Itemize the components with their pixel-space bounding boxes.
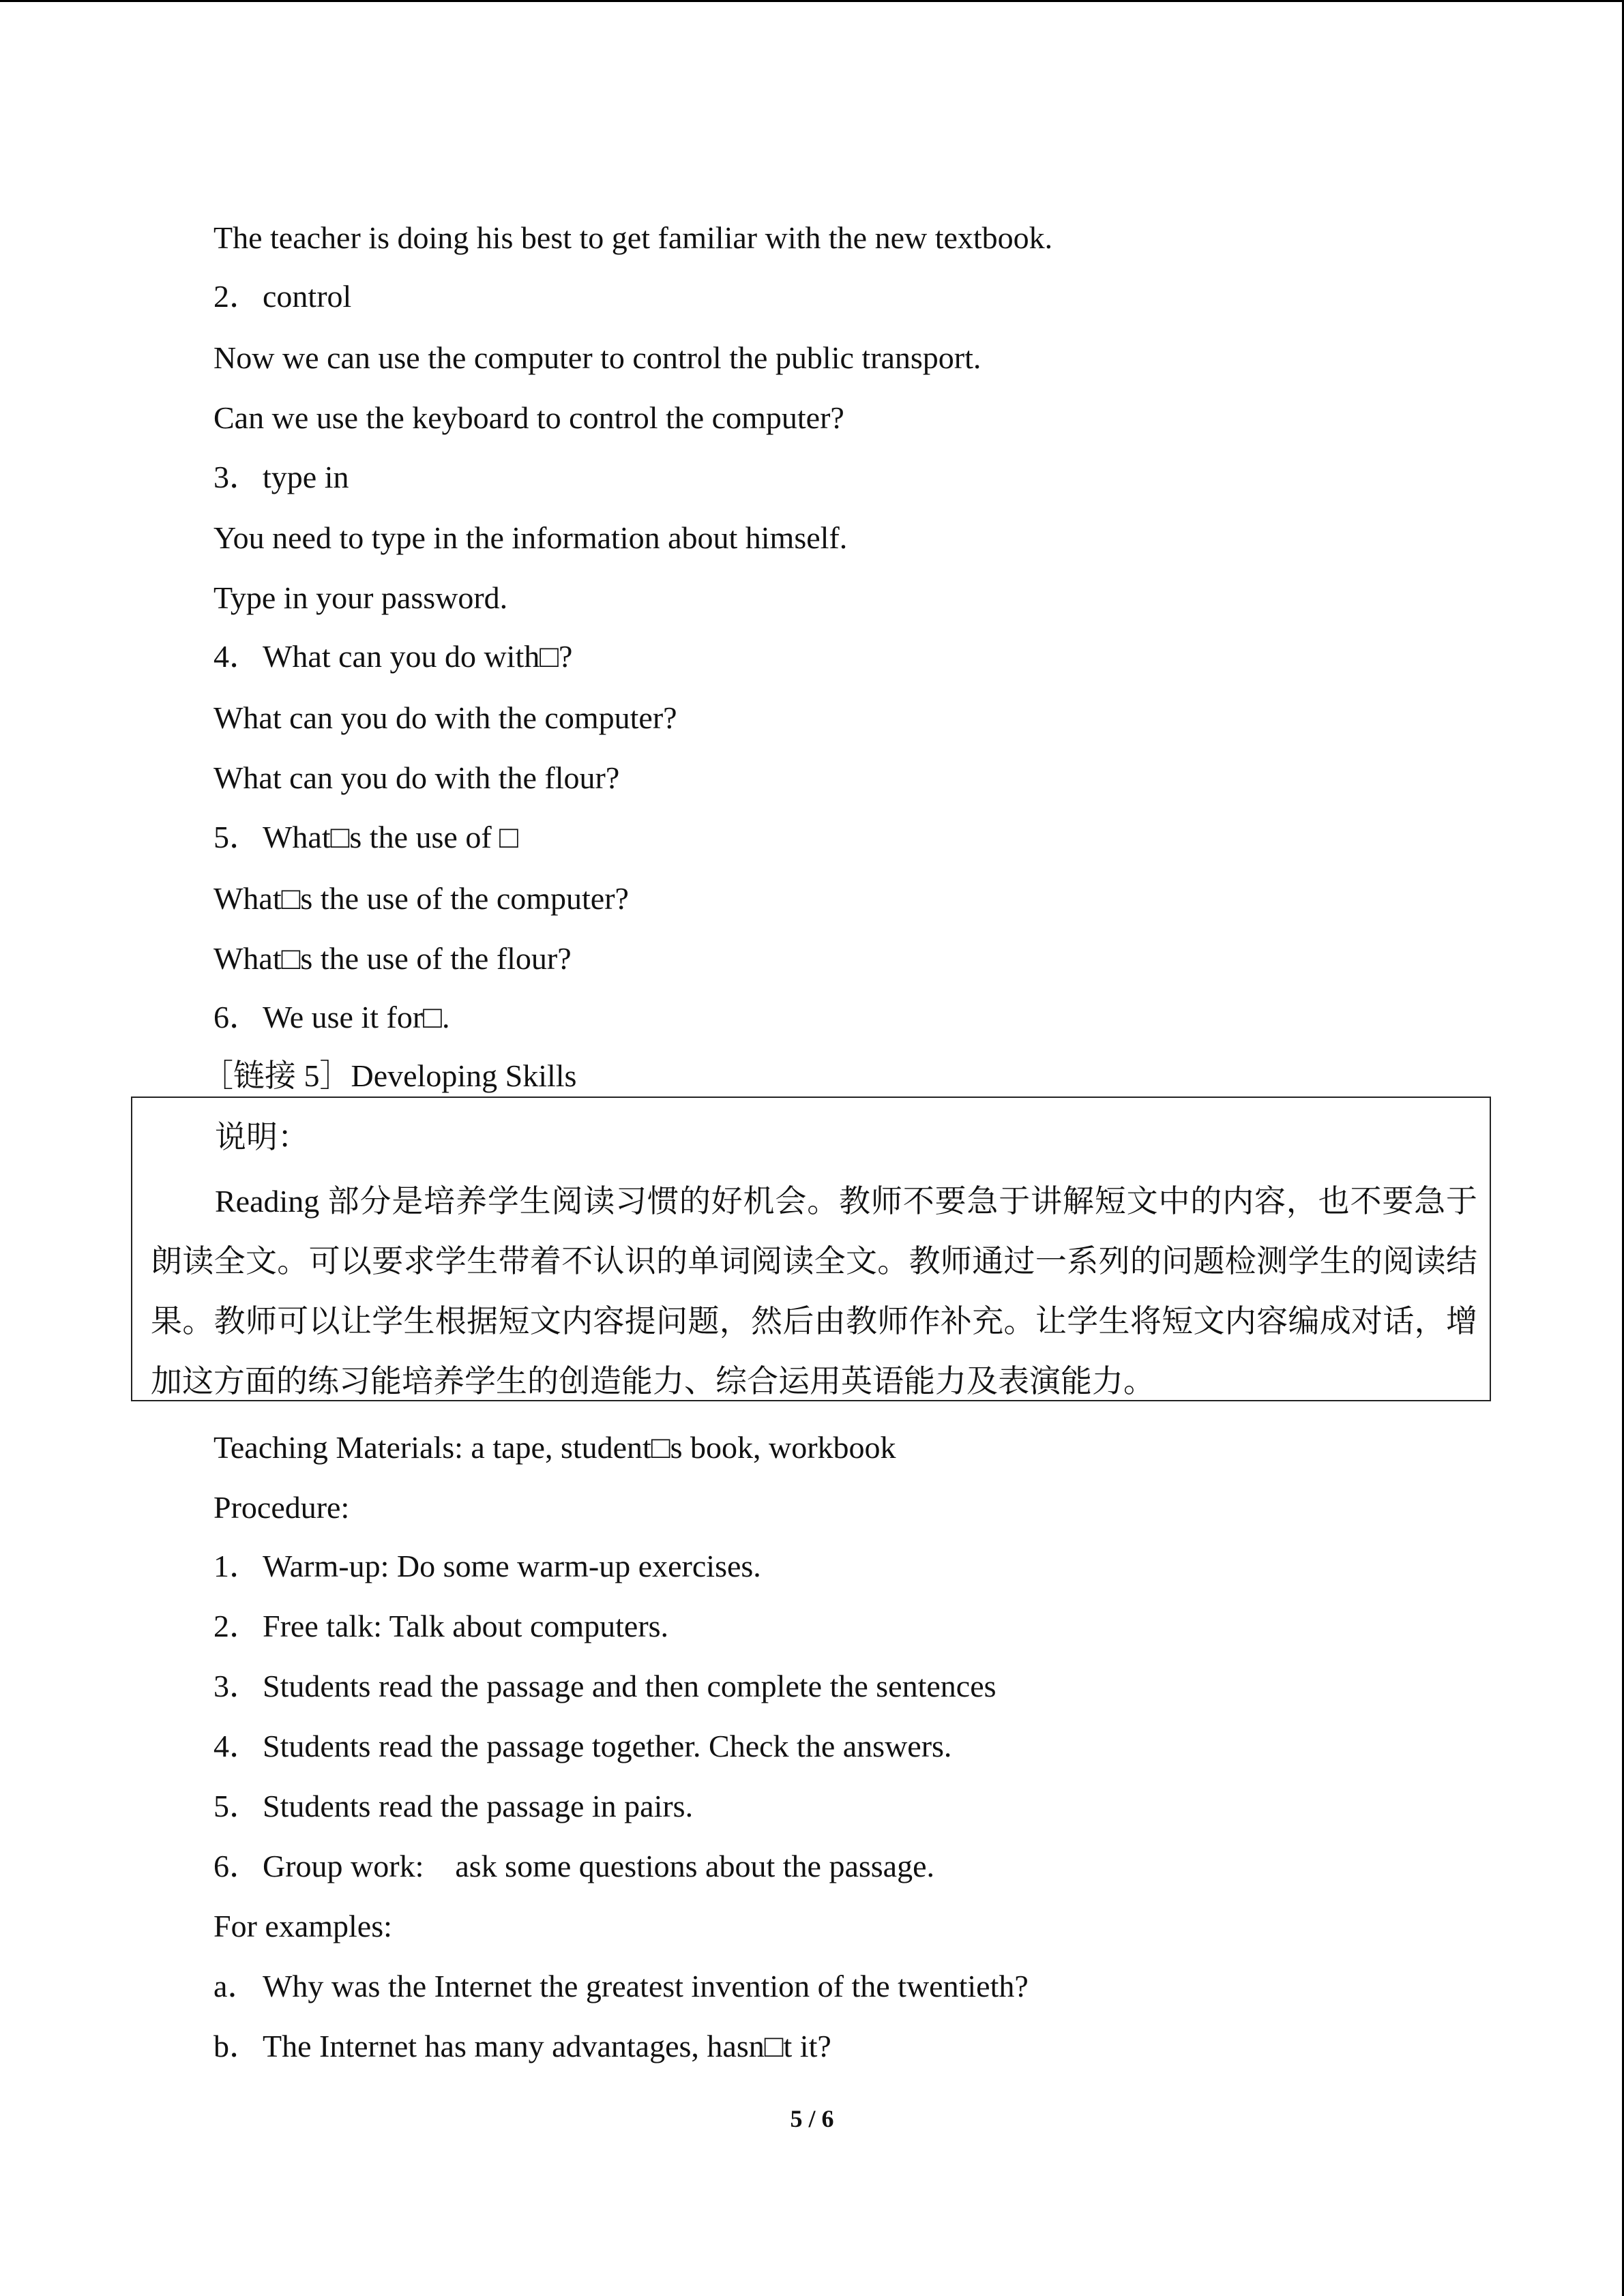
- list-item-text: What can you do with□?: [263, 639, 573, 674]
- list-number: 6．: [213, 1849, 261, 1883]
- procedure-step: [213, 1667, 996, 1705]
- teaching-materials: Teaching Materials: a tape, student□s book, workbook: [213, 1430, 896, 1465]
- procedure-step-text: Warm-up: Do some warm-up exercises.: [263, 1549, 761, 1583]
- list-item-we-use-it-for: [213, 998, 449, 1037]
- list-letter: b．: [213, 2029, 261, 2063]
- example-sentence: What can you do with the flour?: [213, 760, 620, 795]
- example-sentence: Type in your password.: [213, 580, 508, 615]
- procedure-step-text: Group work: ask some questions about the passage.: [263, 1849, 935, 1883]
- example-sentence: The teacher is doing his best to get familiar with the new textbook.: [213, 220, 1053, 255]
- example-sentence: Can we use the keyboard to control the computer?: [213, 400, 844, 435]
- list-item-text: We use it for□.: [263, 1000, 450, 1034]
- example-sentence: You need to type in the information about himself.: [213, 520, 848, 555]
- example-question: [213, 2027, 831, 2066]
- list-number: 5．: [213, 1789, 261, 1823]
- list-item-type-in: [213, 458, 349, 496]
- example-sentence: Now we can use the computer to control the public transport.: [213, 340, 981, 375]
- examples-label: For examples:: [213, 1909, 392, 1943]
- procedure-step: [213, 1847, 934, 1885]
- list-number: 3．: [213, 1669, 261, 1703]
- list-item-text: What□s the use of □: [263, 820, 518, 854]
- list-number: 2．: [213, 1609, 261, 1643]
- list-number: 6．: [213, 1000, 261, 1034]
- procedure-step-text: Students read the passage in pairs.: [263, 1789, 694, 1823]
- procedure-step: [213, 1607, 668, 1645]
- section-heading-link-5: ［链接 5］Developing Skills: [202, 1058, 577, 1093]
- list-item-text: control: [263, 279, 352, 314]
- list-number: 1．: [213, 1549, 261, 1583]
- example-sentence: What can you do with the computer?: [213, 700, 677, 735]
- list-number: 3．: [213, 460, 261, 494]
- procedure-label: Procedure:: [213, 1490, 350, 1525]
- example-question-text: Why was the Internet the greatest invention of the twentieth?: [263, 1969, 1029, 2003]
- example-question: [213, 1967, 1029, 2006]
- list-item-control: [213, 278, 351, 316]
- list-number: 4．: [213, 1729, 261, 1763]
- list-item-whats-the-use: [213, 818, 518, 856]
- note-box: [131, 1097, 1491, 1401]
- page-border-top: [0, 0, 1624, 2]
- example-question-text: The Internet has many advantages, hasn□t it?: [263, 2029, 831, 2063]
- list-number: 2．: [213, 279, 261, 314]
- list-number: 5．: [213, 820, 261, 854]
- list-number: 4．: [213, 639, 261, 674]
- procedure-step: [213, 1547, 761, 1585]
- note-body: Reading 部分是培养学生阅读习惯的好机会。教师不要急于讲解短文中的内容，也不要急于朗读全文。可以要求学生带着不认识的单词阅读全文。教师通过一系列的问题检测学生的阅读结果。教师可以让学生根据短文内容提问题，然后由教师作补充。让学生将短文内容编成对话，增加这方面的练习能培养学生的创造能力、综合运用英语能力及表演能力。: [151, 1184, 1477, 1399]
- procedure-step: [213, 1787, 693, 1825]
- list-letter: a．: [213, 1969, 259, 2003]
- procedure-step-text: Students read the passage and then complete the sentences: [263, 1669, 996, 1703]
- example-sentence: What□s the use of the flour?: [213, 941, 572, 976]
- note-title: 说明：: [215, 1120, 309, 1154]
- procedure-step: [213, 1727, 951, 1765]
- page-number: 5 / 6: [790, 2105, 834, 2132]
- list-item-text: type in: [263, 460, 349, 494]
- procedure-step-text: Students read the passage together. Check the answers.: [263, 1729, 952, 1763]
- example-sentence: What□s the use of the computer?: [213, 881, 629, 916]
- list-item-what-can-you-do: [213, 638, 572, 676]
- procedure-step-text: Free talk: Talk about computers.: [263, 1609, 669, 1643]
